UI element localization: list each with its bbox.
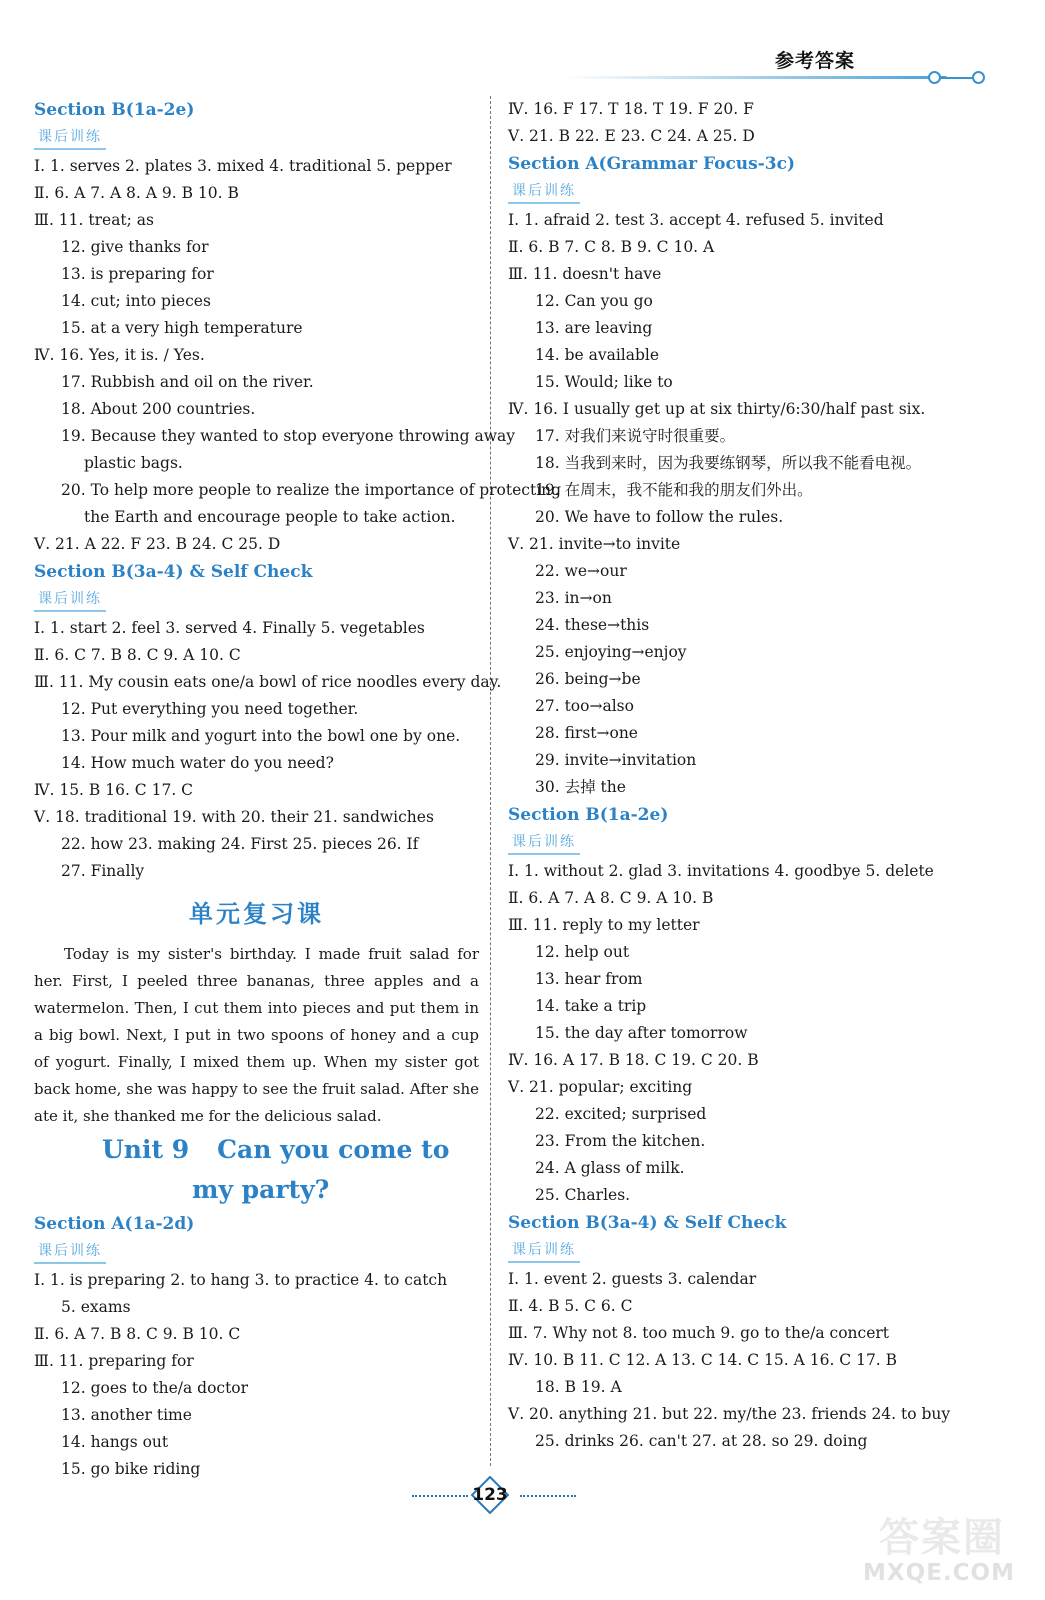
practice-tag: 课后训练 xyxy=(34,588,106,612)
unit-title-line1: Can you come to xyxy=(217,1135,450,1164)
footer-dots-left xyxy=(412,1495,468,1497)
practice-tag: 课后训练 xyxy=(508,1239,580,1263)
answer-line: Ⅱ. 6. A 7. A 8. C 9. A 10. B xyxy=(508,889,714,907)
header-circle-icon xyxy=(928,71,941,84)
answer-line: 25. drinks 26. can't 27. at 28. so 29. doing xyxy=(535,1432,868,1450)
answer-line: 24. A glass of milk. xyxy=(535,1159,685,1177)
answer-line: Ⅴ. 21. A 22. F 23. B 24. C 25. D xyxy=(34,535,281,553)
answer-line: 17. 对我们来说守时很重要。 xyxy=(535,427,736,445)
answer-line: 23. in→on xyxy=(535,589,612,607)
answer-line: Ⅳ. 16. A 17. B 18. C 19. C 20. B xyxy=(508,1051,759,1069)
answer-line: 23. From the kitchen. xyxy=(535,1132,706,1150)
answer-line: 12. Can you go xyxy=(535,292,653,310)
practice-tag: 课后训练 xyxy=(508,831,580,855)
review-paragraph: Today is my sister's birthday. I made fruit salad for her. First, I peeled three bananas, three apples and a watermelon. Then, I cut them into pieces and put them in a big bowl. Next, I put in two spoons of honey and a cup of yogurt. Finally, I mixed them up. When my sister got back home, she was happy to see the fruit salad. After she ate it, she thanked me for the delicious salad. xyxy=(34,945,479,1125)
answer-line: Ⅲ. 11. doesn't have xyxy=(508,265,662,283)
answer-line: 13. are leaving xyxy=(535,319,653,337)
header-rule xyxy=(565,76,947,79)
footer-dots-right xyxy=(520,1495,576,1497)
header-title: 参考答案 xyxy=(774,50,855,72)
unit-title xyxy=(34,1130,479,1210)
answer-line: Ⅱ. 4. B 5. C 6. C xyxy=(508,1297,633,1315)
answer-line: 22. we→our xyxy=(535,562,627,580)
answer-line: Ⅴ. 18. traditional 19. with 20. their 21. sandwiches xyxy=(34,808,434,826)
left-column xyxy=(34,96,562,1483)
answer-line: 19. 在周末，我不能和我的朋友们外出。 xyxy=(535,481,813,499)
answer-line: Ⅴ. 21. invite→to invite xyxy=(508,535,681,553)
answer-line: 25. enjoying→enjoy xyxy=(535,643,687,661)
answer-line: 15. at a very high temperature xyxy=(61,319,303,337)
answer-line: 18. 当我到来时，因为我要练钢琴，所以我不能看电视。 xyxy=(535,454,922,472)
answer-line: Ⅲ. 11. reply to my letter xyxy=(508,916,700,934)
watermark-site: MXQE.COM xyxy=(863,1560,1015,1586)
answer-line: 15. go bike riding xyxy=(61,1460,201,1478)
answer-line: 17. Rubbish and oil on the river. xyxy=(61,373,314,391)
page-header xyxy=(565,40,985,90)
answer-line: Ⅲ. 11. treat; as xyxy=(34,211,155,229)
watermark-logo: 答案圈 xyxy=(879,1515,1005,1561)
answer-line: Ⅳ. 15. B 16. C 17. C xyxy=(34,781,194,799)
answer-line: 28. first→one xyxy=(535,724,638,742)
answer-line: 14. take a trip xyxy=(535,997,647,1015)
answer-line: 20. We have to follow the rules. xyxy=(535,508,784,526)
answer-line: Ⅴ. 21. B 22. E 23. C 24. A 25. D xyxy=(508,127,755,145)
answer-line: plastic bags. xyxy=(84,454,183,472)
section-title: Section A(1a-2d) xyxy=(34,1214,195,1234)
answer-line: 14. be available xyxy=(535,346,660,364)
answer-line: Ⅰ. 1. is preparing 2. to hang 3. to practice 4. to catch xyxy=(34,1271,448,1289)
answer-line: Ⅱ. 6. A 7. A 8. A 9. B 10. B xyxy=(34,184,239,202)
answer-line: 19. Because they wanted to stop everyone throwing away xyxy=(61,427,515,445)
answer-line: Ⅰ. 1. serves 2. plates 3. mixed 4. traditional 5. pepper xyxy=(34,157,452,175)
answer-line: 25. Charles. xyxy=(535,1186,631,1204)
answer-line: 5. exams xyxy=(61,1298,131,1316)
answer-line: 22. how 23. making 24. First 25. pieces 26. If xyxy=(61,835,419,853)
answer-line: Ⅳ. 16. F 17. T 18. T 19. F 20. F xyxy=(508,100,754,118)
unit-title-line2: my party? xyxy=(192,1175,330,1204)
section-title: Section B(1a-2e) xyxy=(34,100,195,120)
answer-line: the Earth and encourage people to take action. xyxy=(84,508,456,526)
page-footer xyxy=(400,1476,580,1516)
section-title: Section B(1a-2e) xyxy=(508,805,669,825)
section-title: Section A(Grammar Focus-3c) xyxy=(508,154,795,174)
answer-line: 14. hangs out xyxy=(61,1433,169,1451)
answer-line: 13. hear from xyxy=(535,970,643,988)
header-rule-end xyxy=(940,77,972,79)
answer-line: Ⅱ. 6. C 7. B 8. C 9. A 10. C xyxy=(34,646,241,664)
answer-line: 12. help out xyxy=(535,943,630,961)
answer-line: Ⅴ. 21. popular; exciting xyxy=(508,1078,693,1096)
column-divider xyxy=(490,96,491,1466)
answer-line: 15. the day after tomorrow xyxy=(535,1024,748,1042)
answer-line: 12. Put everything you need together. xyxy=(61,700,359,718)
answer-line: 26. being→be xyxy=(535,670,641,688)
answer-line: 27. Finally xyxy=(61,862,145,880)
answer-line: 29. invite→invitation xyxy=(535,751,697,769)
answer-line: Ⅲ. 11. My cousin eats one/a bowl of rice noodles every day. xyxy=(34,673,502,691)
answer-line: 15. Would; like to xyxy=(535,373,673,391)
answer-line: Ⅱ. 6. A 7. B 8. C 9. B 10. C xyxy=(34,1325,241,1343)
answer-line: Ⅰ. 1. start 2. feel 3. served 4. Finally 5. vegetables xyxy=(34,619,425,637)
answer-line: 18. About 200 countries. xyxy=(61,400,256,418)
answer-line: Ⅰ. 1. afraid 2. test 3. accept 4. refused 5. invited xyxy=(508,211,884,229)
answer-line: Ⅲ. 11. preparing for xyxy=(34,1352,194,1370)
answer-line: 13. is preparing for xyxy=(61,265,214,283)
answer-line: 13. another time xyxy=(61,1406,192,1424)
answer-line: Ⅰ. 1. event 2. guests 3. calendar xyxy=(508,1270,757,1288)
page-number: 123 xyxy=(472,1485,508,1505)
watermark xyxy=(825,1506,1015,1586)
answer-line: Ⅱ. 6. B 7. C 8. B 9. C 10. A xyxy=(508,238,715,256)
answer-line: Ⅲ. 7. Why not 8. too much 9. go to the/a concert xyxy=(508,1324,890,1342)
answer-line: 14. How much water do you need? xyxy=(61,754,334,772)
answer-line: Ⅰ. 1. without 2. glad 3. invitations 4. goodbye 5. delete xyxy=(508,862,934,880)
answer-line: 18. B 19. A xyxy=(535,1378,622,1396)
practice-tag: 课后训练 xyxy=(508,180,580,204)
answer-line: Ⅴ. 20. anything 21. but 22. my/the 23. friends 24. to buy xyxy=(508,1405,951,1423)
section-title: Section B(3a-4) & Self Check xyxy=(34,562,313,582)
answer-line: 27. too→also xyxy=(535,697,634,715)
unit-number: Unit 9 xyxy=(102,1135,190,1164)
answer-line: 13. Pour milk and yogurt into the bowl one by one. xyxy=(61,727,461,745)
answer-line: 20. To help more people to realize the importance of protecting xyxy=(61,481,562,499)
review-title: 单元复习课 xyxy=(189,900,324,928)
answer-line: Ⅳ. 16. I usually get up at six thirty/6:30/half past six. xyxy=(508,400,926,418)
answer-line: 22. excited; surprised xyxy=(535,1105,707,1123)
answer-line: 12. goes to the/a doctor xyxy=(61,1379,249,1397)
right-column xyxy=(508,96,988,1455)
section-title: Section B(3a-4) & Self Check xyxy=(508,1213,787,1233)
answer-line: 14. cut; into pieces xyxy=(61,292,211,310)
answer-line: 12. give thanks for xyxy=(61,238,209,256)
practice-tag: 课后训练 xyxy=(34,1240,106,1264)
answer-line: 30. 去掉 the xyxy=(535,778,626,796)
practice-tag: 课后训练 xyxy=(34,126,106,150)
answer-line: 24. these→this xyxy=(535,616,650,634)
answer-line: Ⅳ. 16. Yes, it is. / Yes. xyxy=(34,346,205,364)
answer-line: Ⅳ. 10. B 11. C 12. A 13. C 14. C 15. A 16. C 17. B xyxy=(508,1351,898,1369)
header-circle-icon xyxy=(972,71,985,84)
